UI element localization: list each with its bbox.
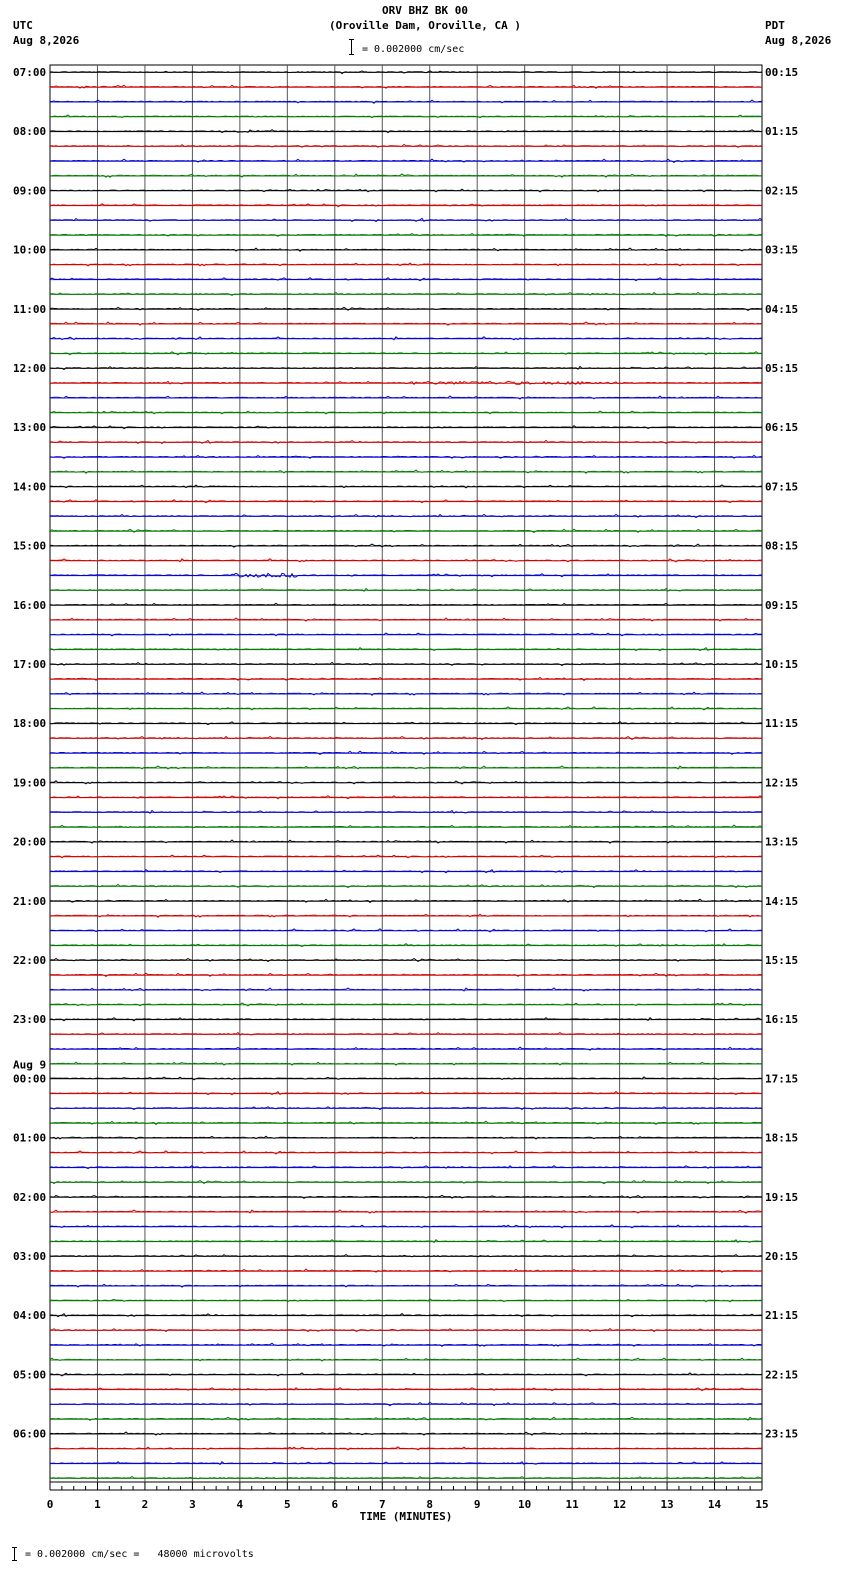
seismic-trace	[50, 500, 762, 503]
x-tick-label: 8	[426, 1498, 434, 1511]
left-hour-label: 18:00	[13, 717, 47, 731]
left-hour-label: 00:00	[13, 1072, 47, 1086]
seismic-trace	[50, 959, 762, 962]
left-hour-label: 23:00	[13, 1013, 47, 1027]
right-hour-label: 18:15	[765, 1131, 799, 1145]
x-tick-label: 0	[46, 1498, 54, 1511]
footer-scale-note: = 0.002000 cm/sec = 48000 microvolts	[25, 1549, 254, 1560]
seismic-trace	[50, 1388, 762, 1391]
x-tick-label: 5	[284, 1498, 291, 1511]
seismic-trace	[50, 218, 762, 221]
right-hour-label: 10:15	[765, 658, 799, 671]
left-hour-label: 11:00	[13, 302, 47, 316]
seismic-trace	[50, 1181, 762, 1184]
seismic-trace	[50, 737, 762, 740]
right-hour-label: 17:15	[765, 1072, 799, 1086]
left-hour-label: 04:00	[13, 1309, 47, 1323]
seismic-trace	[50, 1358, 762, 1361]
seismic-trace	[50, 1003, 762, 1006]
seismic-trace	[50, 1018, 762, 1021]
seismic-trace	[50, 85, 762, 88]
right-hour-label: 11:15	[765, 717, 799, 731]
right-hour-label: 19:15	[765, 1190, 799, 1204]
seismic-trace	[50, 559, 762, 562]
seismic-trace	[50, 722, 762, 725]
seismic-trace	[50, 944, 762, 947]
x-tick-label: 13	[660, 1498, 674, 1511]
left-hour-label: 17:00	[13, 658, 47, 671]
right-hour-label: 12:15	[765, 776, 799, 790]
seismic-trace	[50, 159, 762, 162]
left-hour-label: 09:00	[13, 184, 47, 198]
x-tick-label: 12	[612, 1498, 627, 1511]
seismic-trace	[50, 352, 762, 355]
seismic-trace	[50, 870, 762, 873]
right-hour-label: 05:15	[765, 362, 799, 375]
left-hour-label: 19:00	[13, 776, 47, 790]
seismic-trace	[50, 648, 762, 651]
seismic-trace	[50, 899, 762, 902]
right-hour-label: 08:15	[765, 539, 799, 553]
x-tick-label: 2	[141, 1498, 149, 1511]
right-hour-label: 15:15	[765, 954, 799, 967]
right-hour-label: 22:15	[765, 1368, 799, 1382]
seismic-trace	[50, 455, 762, 458]
plot-frame	[50, 65, 762, 1482]
right-hour-label: 07:15	[765, 480, 799, 494]
seismic-trace	[50, 988, 762, 991]
seismic-trace	[50, 1432, 762, 1435]
x-tick-label: 11	[565, 1498, 579, 1511]
left-hour-label: 03:00	[13, 1250, 47, 1263]
right-hour-label: 09:15	[765, 598, 799, 612]
seismic-trace	[50, 1403, 762, 1406]
left-hour-label: 21:00	[13, 894, 47, 908]
right-hour-label: 04:15	[765, 302, 799, 316]
seismic-trace	[50, 751, 762, 754]
x-tick-label: 15	[755, 1498, 769, 1511]
station-location: (Oroville Dam, Oroville, CA )	[328, 19, 522, 32]
right-hour-label: 13:15	[765, 835, 799, 849]
seismic-trace	[50, 1166, 762, 1169]
footer-scale-icon	[14, 1547, 15, 1561]
scale-label: = 0.002000 cm/sec	[362, 44, 465, 55]
left-hour-label: 14:00	[13, 480, 47, 494]
left-hour-label: 12:00	[13, 362, 47, 375]
seismic-trace	[50, 470, 762, 473]
seismic-trace	[50, 662, 762, 665]
x-tick-label: 7	[378, 1498, 386, 1511]
seismic-trace	[50, 278, 762, 281]
x-axis-label: TIME (MINUTES)	[359, 1510, 453, 1523]
seismic-trace	[50, 529, 762, 532]
left-hour-label: 22:00	[13, 954, 47, 967]
seismic-trace	[50, 440, 762, 443]
seismic-trace	[50, 1121, 762, 1124]
left-hour-label: 02:00	[13, 1190, 47, 1204]
seismic-trace	[50, 1343, 762, 1346]
left-hour-label: 01:00	[13, 1131, 47, 1145]
seismic-trace	[50, 1225, 762, 1228]
seismic-trace	[50, 1136, 762, 1139]
seismic-trace	[50, 130, 762, 133]
right-hour-label: 16:15	[765, 1013, 799, 1027]
right-hour-label: 14:15	[765, 894, 799, 908]
seismic-trace	[50, 1299, 762, 1302]
seismic-trace	[50, 929, 762, 932]
right-hour-label: 06:15	[765, 421, 799, 435]
seismic-trace	[50, 1269, 762, 1272]
seismic-trace	[50, 796, 762, 799]
seismic-trace	[50, 1314, 762, 1317]
left-hour-label: 13:00	[13, 421, 47, 435]
seismic-trace	[50, 174, 762, 177]
seismic-trace	[50, 337, 762, 340]
left-hour-label: 15:00	[13, 539, 47, 553]
left-hour-label: 06:00	[13, 1427, 47, 1441]
seismic-trace	[50, 692, 762, 695]
seismic-trace	[50, 426, 762, 429]
seismic-trace	[50, 1047, 762, 1050]
station-title: ORV BHZ BK 00	[381, 4, 469, 17]
seismic-trace	[50, 100, 762, 103]
right-timezone: PDT	[765, 19, 785, 32]
seismic-trace	[50, 618, 762, 621]
right-hour-label: 23:15	[765, 1427, 799, 1441]
left-hour-label: 16:00	[13, 598, 47, 612]
right-hour-label: 01:15	[765, 125, 799, 139]
x-tick-label: 10	[518, 1498, 532, 1511]
seismic-trace	[50, 544, 762, 547]
seismic-trace	[50, 855, 762, 858]
seismic-trace	[50, 322, 762, 325]
seismic-trace	[50, 1092, 762, 1095]
seismic-trace	[50, 381, 762, 384]
seismic-trace	[50, 781, 762, 784]
seismic-trace	[50, 1417, 762, 1420]
left-date: Aug 8,2026	[13, 34, 80, 47]
seismic-trace	[50, 515, 762, 518]
left-timezone: UTC	[13, 19, 33, 32]
left-hour-label: 07:00	[13, 66, 47, 79]
seismic-trace	[50, 293, 762, 296]
seismic-trace	[50, 248, 762, 251]
seismic-trace	[50, 1151, 762, 1154]
seismic-trace	[50, 396, 762, 399]
seismic-trace	[50, 1210, 762, 1213]
right-hour-label: 02:15	[765, 184, 799, 198]
seismic-trace	[50, 367, 762, 370]
right-hour-label: 21:15	[765, 1309, 799, 1323]
seismic-trace	[50, 840, 762, 843]
left-hour-label: 08:00	[13, 125, 47, 139]
seismic-trace	[50, 707, 762, 710]
x-tick-label: 4	[236, 1498, 244, 1511]
seismic-trace	[50, 1077, 762, 1080]
right-hour-label: 03:15	[765, 243, 799, 257]
x-tick-label: 9	[473, 1498, 481, 1511]
x-tick-label: 3	[189, 1498, 196, 1511]
left-hour-label: 10:00	[13, 243, 47, 257]
seismic-trace	[50, 1195, 762, 1198]
x-tick-label: 14	[707, 1498, 722, 1511]
seismic-trace	[50, 204, 762, 207]
x-tick-label: 6	[331, 1498, 339, 1511]
seismic-trace	[50, 1447, 762, 1450]
right-date: Aug 8,2026	[765, 34, 832, 47]
seismic-trace	[50, 973, 762, 976]
seismic-trace	[50, 573, 762, 577]
left-hour-label: 05:00	[13, 1368, 47, 1382]
seismic-trace	[50, 485, 762, 488]
right-hour-label: 20:15	[765, 1250, 799, 1263]
seismic-trace	[50, 1373, 762, 1376]
x-tick-label: 1	[94, 1498, 101, 1511]
right-hour-label: 00:15	[765, 66, 799, 79]
date-change-label: Aug 9	[13, 1058, 47, 1072]
seismic-trace	[50, 884, 762, 887]
left-hour-label: 20:00	[13, 835, 47, 849]
